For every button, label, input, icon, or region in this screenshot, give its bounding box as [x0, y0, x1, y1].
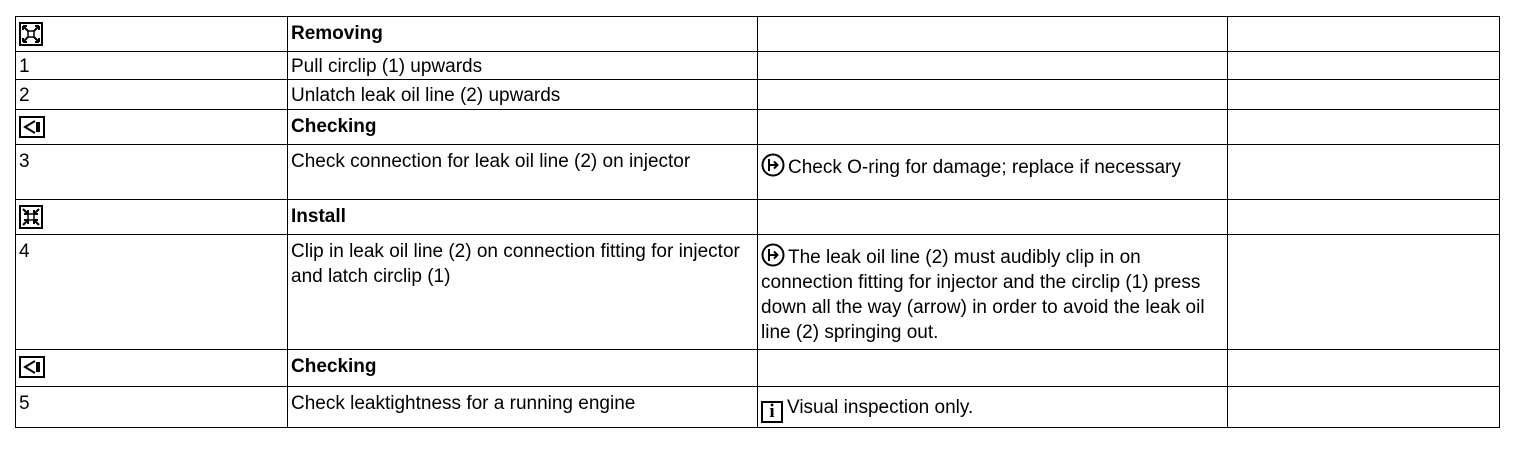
removing-icon	[19, 22, 43, 46]
step-note	[758, 350, 1228, 387]
step-action: Unlatch leak oil line (2) upwards	[288, 80, 758, 110]
step-note	[758, 387, 1228, 428]
extra-cell	[1228, 52, 1500, 80]
table-row	[16, 235, 1500, 350]
table-row	[16, 200, 1500, 235]
note-text: The leak oil line (2) must audibly clip in on connection fitting for injector and the circlip (1) press down all the way (arrow) in order to avoid the leak oil line (2) springing out.	[761, 247, 1205, 343]
note-text: Visual inspection only.	[787, 397, 974, 418]
step-note	[758, 110, 1228, 145]
step-action: Check connection for leak oil line (2) on injector	[288, 145, 758, 200]
table-row	[16, 80, 1500, 110]
step-action: Checking	[288, 350, 758, 387]
extra-cell	[1228, 235, 1500, 350]
table-row	[16, 52, 1500, 80]
table-row	[16, 350, 1500, 387]
step-note	[758, 200, 1228, 235]
step-action: Install	[288, 200, 758, 235]
attention-icon	[761, 153, 785, 177]
table-row	[16, 387, 1500, 428]
step-action: Checking	[288, 110, 758, 145]
checking-icon	[19, 356, 45, 378]
extra-cell	[1228, 145, 1500, 200]
step-action: Clip in leak oil line (2) on connection fitting for injector and latch circlip (1)	[288, 235, 758, 350]
extra-cell	[1228, 80, 1500, 110]
step-note	[758, 17, 1228, 52]
extra-cell	[1228, 200, 1500, 235]
install-icon	[19, 205, 43, 229]
row-icon-cell	[16, 110, 288, 145]
step-number: 4	[16, 235, 288, 350]
info-icon: i	[761, 401, 783, 423]
step-note	[758, 145, 1228, 200]
step-number: 1	[16, 52, 288, 80]
step-note	[758, 235, 1228, 350]
step-action: Check leaktightness for a running engine	[288, 387, 758, 428]
step-action: Pull circlip (1) upwards	[288, 52, 758, 80]
procedure-table	[15, 16, 1500, 428]
checking-icon	[19, 116, 45, 138]
row-icon-cell	[16, 350, 288, 387]
step-number: 2	[16, 80, 288, 110]
step-number: 5	[16, 387, 288, 428]
table-row	[16, 17, 1500, 52]
step-number: 3	[16, 145, 288, 200]
table-row	[16, 145, 1500, 200]
extra-cell	[1228, 110, 1500, 145]
attention-icon	[761, 243, 785, 267]
table-row	[16, 110, 1500, 145]
extra-cell	[1228, 17, 1500, 52]
note-text: Check O-ring for damage; replace if necessary	[788, 157, 1181, 178]
extra-cell	[1228, 387, 1500, 428]
step-note	[758, 52, 1228, 80]
step-action: Removing	[288, 17, 758, 52]
extra-cell	[1228, 350, 1500, 387]
row-icon-cell	[16, 200, 288, 235]
step-note	[758, 80, 1228, 110]
row-icon-cell	[16, 17, 288, 52]
